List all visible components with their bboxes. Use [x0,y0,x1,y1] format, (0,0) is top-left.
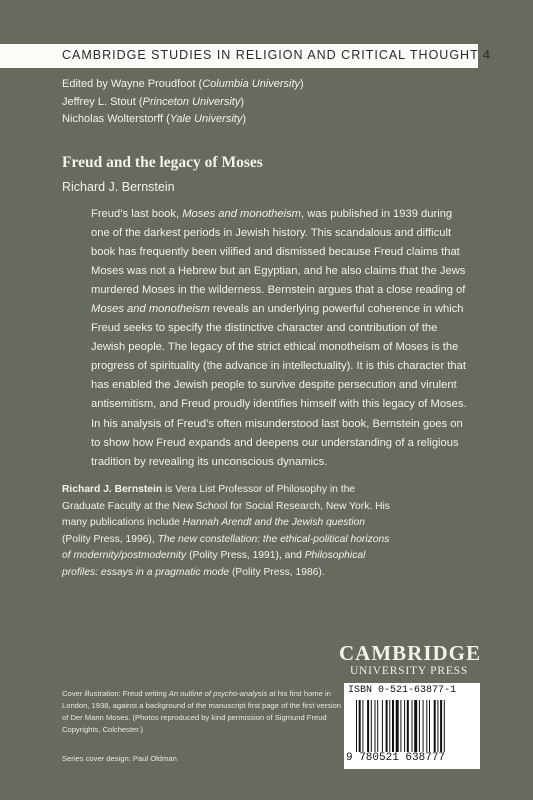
barcode-bar [356,700,357,752]
barcode-bar [404,700,405,752]
editor-line: Edited by Wayne Proudfoot (Columbia University) [62,78,304,90]
series-design-credit: Series cover design: Paul Oldman [62,754,177,763]
barcode-number: 9 780521 638777 [346,752,446,764]
cover-credits: Cover illustration: Freud writing An outline of psycho-analysis at his first home in London, 1938, against a background of the manuscript first page of the first version of Der Mann Moses. (Photos reproduced by kind permission of Sigmund Freud Copyrights, Colchester.) [62,689,342,734]
barcode-bar [423,700,424,752]
barcode-bar [392,700,394,752]
barcode-bar [371,700,372,752]
bio-name: Richard J. Bernstein [62,484,163,495]
barcode-bar [375,700,376,752]
series-title: CAMBRIDGE STUDIES IN RELIGION AND CRITICAL THOUGHT 4 [62,48,491,62]
barcode-bar [362,700,363,752]
barcode-bar [434,700,436,752]
barcode-bar [389,700,390,752]
publisher-subtitle: UNIVERSITY PRESS [349,665,469,677]
editor-affiliation: Yale University [169,113,243,125]
barcode-bar [412,700,413,752]
editor-line: Nicholas Wolterstorff (Yale University) [62,113,247,125]
barcode-bar [444,700,445,752]
isbn-text: ISBN 0-521-63877-1 [348,685,457,696]
publisher-logo [339,641,482,677]
barcode-bar [359,700,361,752]
barcode-bar [429,700,430,752]
author-name: Richard J. Bernstein [62,180,175,194]
barcode-bar [437,700,438,752]
author-bio: Richard J. Bernstein is Vera List Professor of Philosophy in the Graduate Faculty at the New School for Social Research, New York. His many publications include Hannah Arendt and the Jewish question (Polity Press, 1996), The new constellation: the ethical-political horizons of modernity/postmodernity (Polity Press, 1991), and Philosophical profiles: essays in a pragmatic mode (Polity Press, 1986). [62,484,390,578]
barcode-bar [382,700,383,752]
barcode-bar [414,700,417,752]
barcode-bar [386,700,388,752]
barcode-bar [426,700,427,752]
editors-list [62,76,304,129]
barcode-bar [440,700,442,752]
barcode-bar [396,700,399,752]
publisher-name: CAMBRIDGE [339,641,482,665]
barcode-icon [356,700,470,752]
book-blurb: Freud’s last book, Moses and monotheism, was published in 1939 during one of the darkest periods in Jewish history. This scandalous and difficult book has frequently been vilified and dismissed because Freud claims that Moses was not a Hebrew but an Egyptian, and he also claims that the Jews murdered Moses in the wilderness. Bernstein argues that a close reading of Moses and monotheism reveals an underlying powerful coherence in which Freud seeks to specify the distinctive character and contribution of the Jewish people. The legacy of the strict ethical monotheism of Moses is the progress of spirituality (the advance in intellectuality). It is this character that has enabled the Jewish people to survive despite persecution and virulent antisemitism, and Freud proudly identifies himself with this legacy of Moses. In his analysis of Freud’s often misunderstood last book, Bernstein goes on to show how Freud expands and deepens our understanding of a religious tradition by revealing its unconscious dynamics. [91,208,467,468]
barcode-bar [407,700,409,752]
editor-affiliation: Columbia University [202,78,301,90]
barcode-bar [400,700,401,752]
barcode-box [344,683,480,769]
barcode-bar [367,700,369,752]
barcode-bar [377,700,378,752]
barcode-bar [419,700,420,752]
book-title: Freud and the legacy of Moses [62,154,263,171]
editor-line: Jeffrey L. Stout (Princeton University) [62,95,245,108]
editor-affiliation: Princeton University [142,95,241,108]
